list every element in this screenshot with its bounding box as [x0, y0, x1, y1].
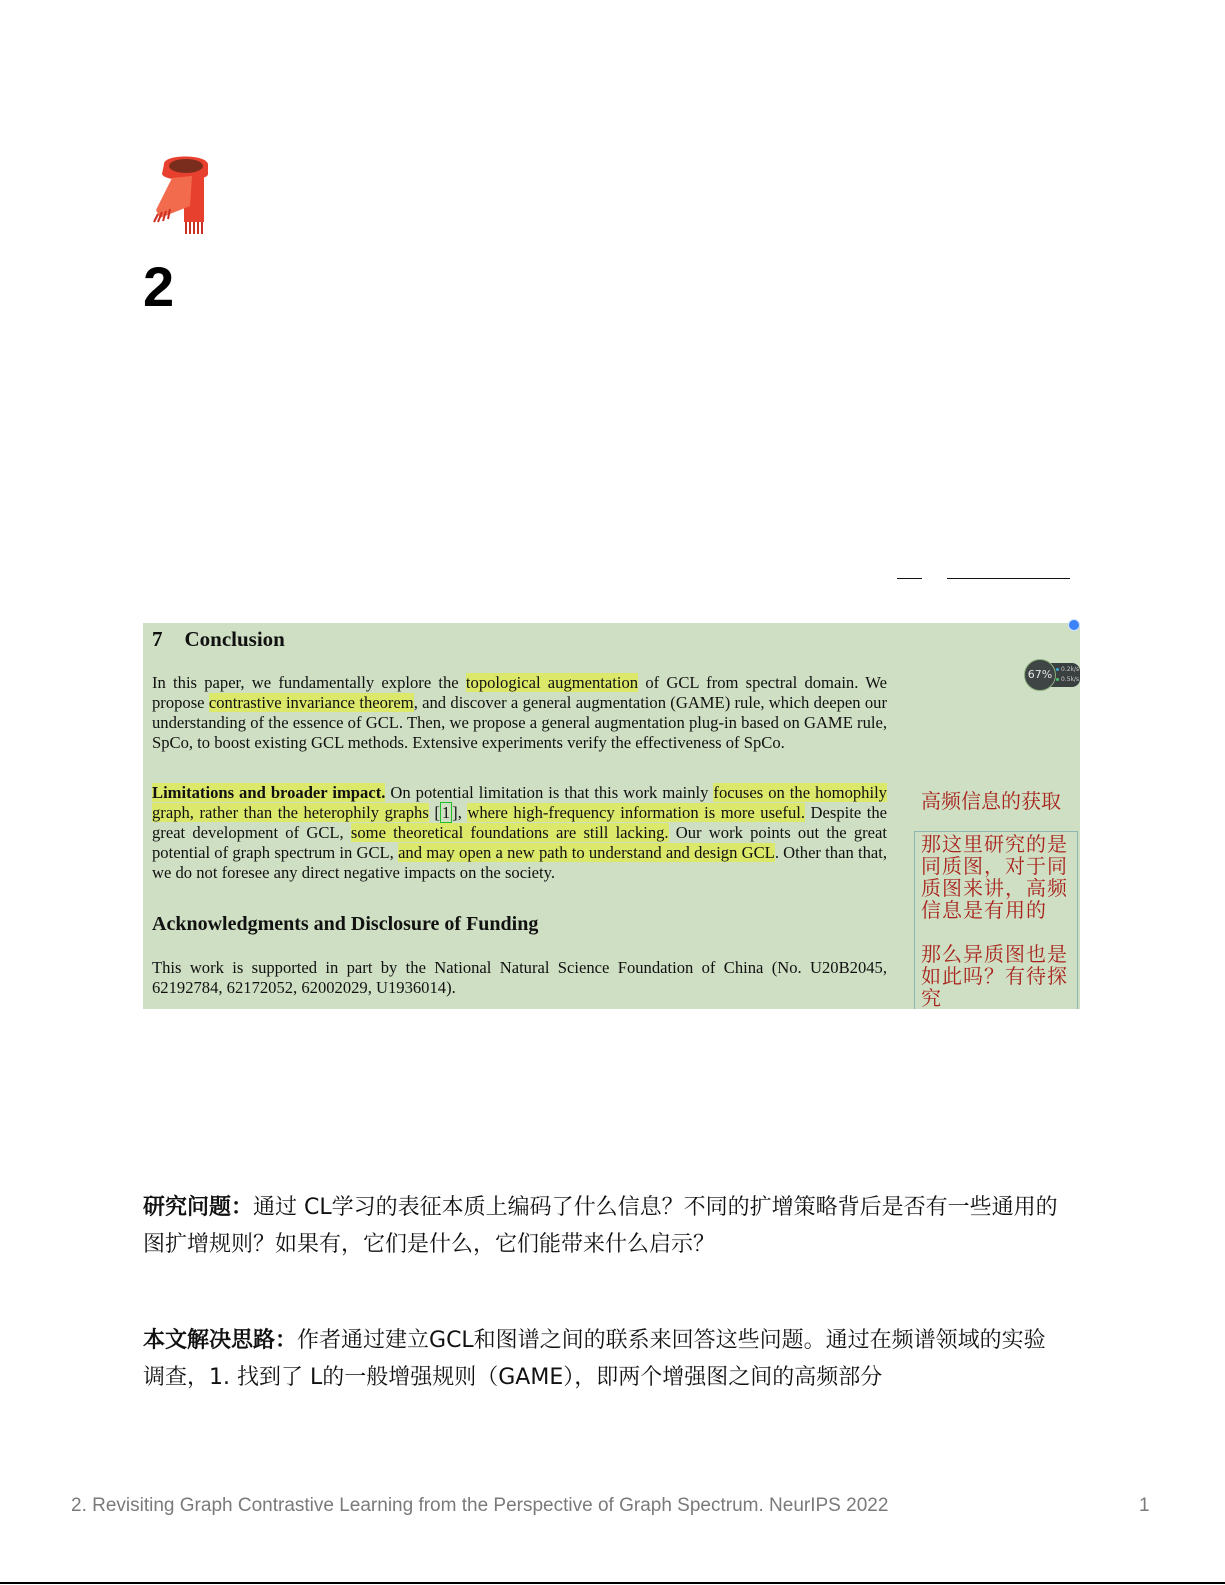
limitations-paragraph: [152, 783, 887, 883]
research-question: [143, 1189, 1063, 1263]
approach-summary: [143, 1322, 1063, 1396]
research-question-label: 研究问题：: [143, 1195, 254, 1220]
percent-dial: 67%: [1024, 659, 1056, 691]
approach-text: 作者通过建立GCL和图谱之间的联系来回答这些问题。通过在频谱领域的实验调查，1. 找到了 L的一般增强规则（GAME），即两个增强图之间的高频部分: [143, 1328, 1046, 1390]
highlighted-text: focuses on the homophily graph, rather than the heterophily graphs: [152, 783, 887, 822]
annotation-comment-box: [914, 831, 1078, 1009]
upload-dot-icon: [1056, 668, 1059, 671]
approach-label: 本文解决思路：: [143, 1328, 298, 1353]
research-question-text: 通过 CL学习的表征本质上编码了什么信息？不同的扩增策略背后是否有一些通用的图扩增规则？如果有，它们是什么，它们能带来什么启示？: [143, 1195, 1058, 1257]
network-speed-widget: [1024, 659, 1080, 691]
upload-speed: 0.2k/s: [1061, 666, 1080, 673]
text-run: In this paper, we fundamentally explore the: [152, 673, 466, 692]
text-run: . Other than that, we do not foresee any direct negative impacts on the society.: [152, 843, 888, 882]
annotation-text: [921, 833, 1077, 1031]
text-run: Our work points out the great potential of graph spectrum in GCL,: [152, 823, 887, 862]
annotation-line: 那这里研究的是同质图，对于同质图来讲，高频信息是有用的: [921, 832, 1068, 922]
download-dot-icon: [1056, 678, 1059, 681]
highlighted-text: and may open a new path to understand and design GCL: [398, 843, 775, 862]
text-run: Despite the great development of GCL,: [152, 803, 887, 842]
section-heading-number: 2: [143, 255, 175, 318]
acknowledgments-title: Acknowledgments and Disclosure of Funding: [152, 913, 539, 935]
conclusion-paragraph: [152, 673, 887, 753]
paper-excerpt-image: [143, 623, 1080, 1009]
section-title: [152, 627, 285, 652]
text-run: of GCL from spectral domain. We propose: [152, 673, 887, 712]
highlighted-text: contrastive invariance theorem: [208, 693, 414, 712]
highlighted-text: topological augmentation: [465, 673, 639, 692]
text-run: On potential limitation is that this work mainly: [385, 783, 714, 802]
section-title-text: Conclusion: [184, 627, 285, 651]
highlighted-text: where high-frequency information is more useful.: [467, 803, 806, 822]
blue-badge-icon: [1068, 619, 1080, 631]
annotation-line: 那么异质图也是如此吗？有待探究: [921, 942, 1068, 1010]
page-bottom-border: [0, 1582, 1225, 1584]
footer-citation: 2. Revisiting Graph Contrastive Learning from the Perspective of Graph Spectrum. NeurIPS 2022: [71, 1495, 889, 1516]
text-run: [: [428, 803, 440, 822]
section-number: 7: [152, 627, 163, 651]
paragraph-lead: Limitations and broader impact.: [152, 783, 386, 802]
underline-rule-short: [897, 578, 922, 579]
annotation-note: 高频信息的获取: [921, 789, 1061, 813]
page-number: 1: [1139, 1495, 1150, 1516]
citation-link[interactable]: 1: [441, 803, 451, 822]
scarf-icon: [150, 152, 220, 238]
highlighted-text: some theoretical foundations are still lacking.: [350, 823, 669, 842]
download-speed: 0.5k/s: [1061, 676, 1080, 683]
text-run: ],: [452, 803, 468, 822]
text-run: , and discover a general augmentation (GAME) rule, which deepen our understanding of the essence of GCL. Then, we propose a general augmentation plug-in based on GAME rule, SpCo, to boost existing GCL methods. Extensive experiments verify the effectiveness of SpCo.: [152, 693, 888, 752]
acknowledgments-text: This work is supported in part by the National Natural Science Foundation of China (No. U20B2045, 62192784, 62172052, 62002029, U1936014).: [152, 958, 887, 997]
underline-rule-long: [947, 578, 1070, 579]
